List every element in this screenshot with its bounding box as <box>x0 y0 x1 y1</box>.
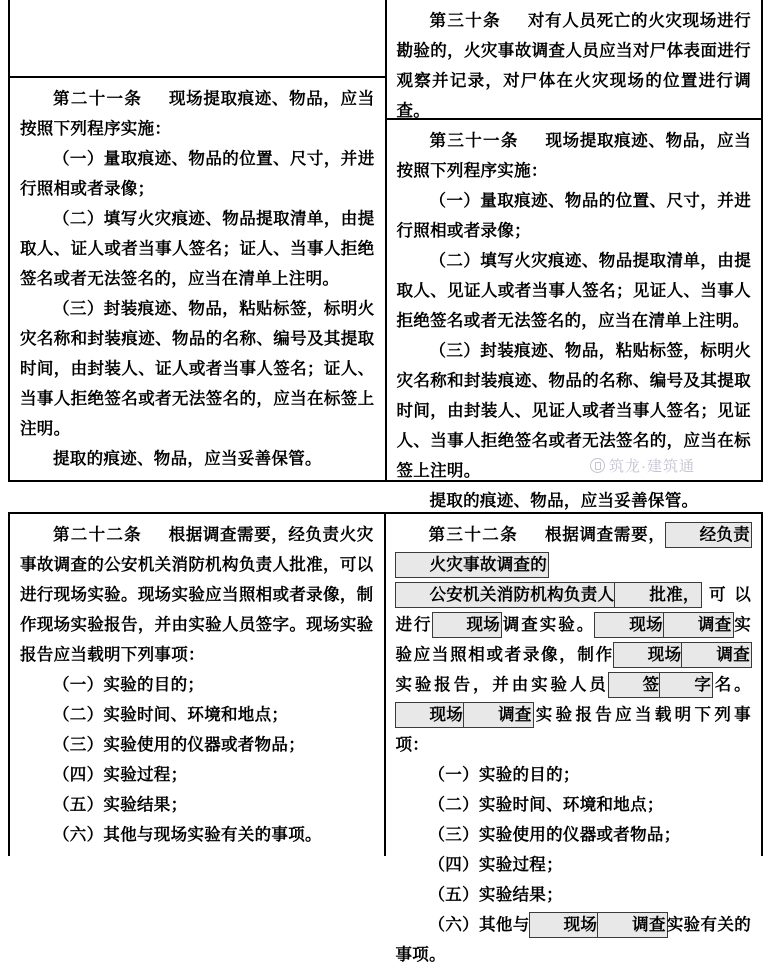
revision-highlight: 调查 <box>598 913 667 937</box>
revision-highlight: 现场 <box>595 613 664 637</box>
article-32-item-5: （五）实验结果； <box>428 885 563 904</box>
article-21-item-1: （一）量取痕迹、物品的位置、尺寸，并进行照相或者录像； <box>20 149 375 198</box>
article-21-lead-text: 现场提取痕迹、物品，应当按照下列程序实施： <box>20 89 375 138</box>
article-21-tail: 提取的痕迹、物品，应当妥善保管。 <box>53 449 322 468</box>
article-32-item-4: （四）实验过程； <box>428 855 563 874</box>
revision-highlight: 现场 <box>396 703 465 727</box>
article-22-item-5: （五）实验结果； <box>53 795 188 814</box>
text-segment: 实验应当照相或者录像，制作 <box>395 615 751 664</box>
text-segment: （六）其他与 <box>428 915 530 934</box>
article-22-item-6: （六）其他与现场实验有关的事项。 <box>53 825 322 844</box>
article-22-item-4: （四）实验过程； <box>53 765 188 784</box>
revision-highlight: 批准， <box>615 583 700 607</box>
article-32-item-6 <box>396 910 752 970</box>
article-32-lead <box>396 520 752 760</box>
article-32-item-2: （二）实验时间、环境和地点； <box>428 795 664 814</box>
revision-highlight: 签 <box>609 673 661 697</box>
revision-highlight: 字 <box>660 673 712 697</box>
article-21-item-2: （二）填写火灾痕迹、物品提取清单，由提取人、证人或者当事人签名；证人、当事人拒绝签名或者无法签名的，应当在清单上注明。 <box>20 209 375 288</box>
revision-highlight: 现场 <box>433 613 502 637</box>
article-30-text: 对有人员死亡的火灾现场进行勘验的，火灾事故调查人员应当对尸体表面进行观察并记录，对尸体在火灾现场的位置进行调查。 <box>396 11 751 120</box>
article-30-number: 第三十条 <box>429 11 502 30</box>
watermark <box>590 455 695 476</box>
comparison-table-2 <box>8 512 763 964</box>
article-31-tail: 提取的痕迹、物品，应当妥善保管。 <box>429 491 699 510</box>
revision-highlight: 火灾事故调查的 <box>396 553 549 577</box>
article-32-item-1: （一）实验的目的； <box>428 765 580 784</box>
comparison-table-1 <box>8 0 763 510</box>
article-22-item-2: （二）实验时间、环境和地点； <box>53 705 289 724</box>
text-segment: 实验报告应当载明下列事项： <box>395 705 751 754</box>
article-22-item-1: （一）实验的目的； <box>53 675 205 694</box>
text-segment: 可以进行 <box>395 585 751 634</box>
text-segment: 名。 <box>712 675 751 694</box>
cell-article-30 <box>387 0 762 120</box>
revision-highlight: 现场 <box>614 643 683 667</box>
cell-article-21 <box>10 78 385 480</box>
text-segment: 调查实验。 <box>501 615 596 634</box>
revision-highlight: 公安机关消防机构负责人 <box>396 583 616 607</box>
text-segment: 实验有关的事项。 <box>395 915 751 964</box>
cell-article-22 <box>10 514 386 856</box>
article-31-item-3: （三）封装痕迹、物品，粘贴标签，标明火灾名称和封装痕迹、物品的名称、编号及其提取时间，由封装人、见证人或者当事人签名；见证人、当事人拒绝签名或者无法签名的，应当在标签上注明。 <box>396 341 751 480</box>
article-22-lead-text: 根据调查需要，经负责火灾事故调查的公安机关消防机构负责人批准，可以进行现场实验。现场实验应当照相或者录像，制作现场实验报告，并由实验人员签字。现场实验报告应当载明下列事项： <box>20 525 374 664</box>
revision-highlight: 调查 <box>682 643 751 667</box>
table-1-right-column <box>387 0 762 510</box>
article-32-lead-segments <box>396 525 752 754</box>
cell-article-32 <box>386 514 762 964</box>
article-32-number: 第三十二条 <box>428 525 519 544</box>
watermark-text: 筑龙·建筑通 <box>609 458 695 475</box>
watermark-logo-icon <box>590 458 605 473</box>
article-31-lead <box>397 126 752 186</box>
table-1-left-column <box>10 0 387 480</box>
article-31-number: 第三十一条 <box>429 131 519 150</box>
revision-highlight: 调查 <box>464 703 533 727</box>
article-21-number: 第二十一条 <box>53 89 143 108</box>
article-31-item-2: （二）填写火灾痕迹、物品提取清单，由提取人、见证人或者当事人签名；见证人、当事人拒绝签名或者无法签名的，应当在清单上注明。 <box>396 251 751 330</box>
article-22-lead <box>20 520 374 670</box>
cell-article-31 <box>387 120 762 522</box>
article-21-lead <box>20 84 375 144</box>
revision-highlight: 现场 <box>530 913 599 937</box>
text-segment: 实验报告，并由实验人员 <box>395 675 609 694</box>
article-32-item-3: （三）实验使用的仪器或者物品； <box>428 825 681 844</box>
revision-highlight: 经负责 <box>666 523 751 547</box>
article-31-lead-text: 现场提取痕迹、物品，应当按照下列程序实施： <box>396 131 751 180</box>
text-segment: 根据调查需要， <box>544 525 666 544</box>
cell-left-top-empty <box>10 0 385 78</box>
article-21-item-3: （三）封装痕迹、物品，粘贴标签，标明火灾名称和封装痕迹、物品的名称、编号及其提取时间，由封装人、证人或者当事人签名；证人、当事人拒绝签名或者无法签名的，应当在标签上注明。 <box>20 299 375 438</box>
article-31-item-1: （一）量取痕迹、物品的位置、尺寸，并进行照相或者录像； <box>396 191 751 240</box>
revision-highlight: 调查 <box>664 613 733 637</box>
article-22-item-3: （三）实验使用的仪器或者物品； <box>53 735 305 754</box>
article-22-number: 第二十二条 <box>53 525 142 544</box>
article-30-paragraph <box>397 6 752 126</box>
